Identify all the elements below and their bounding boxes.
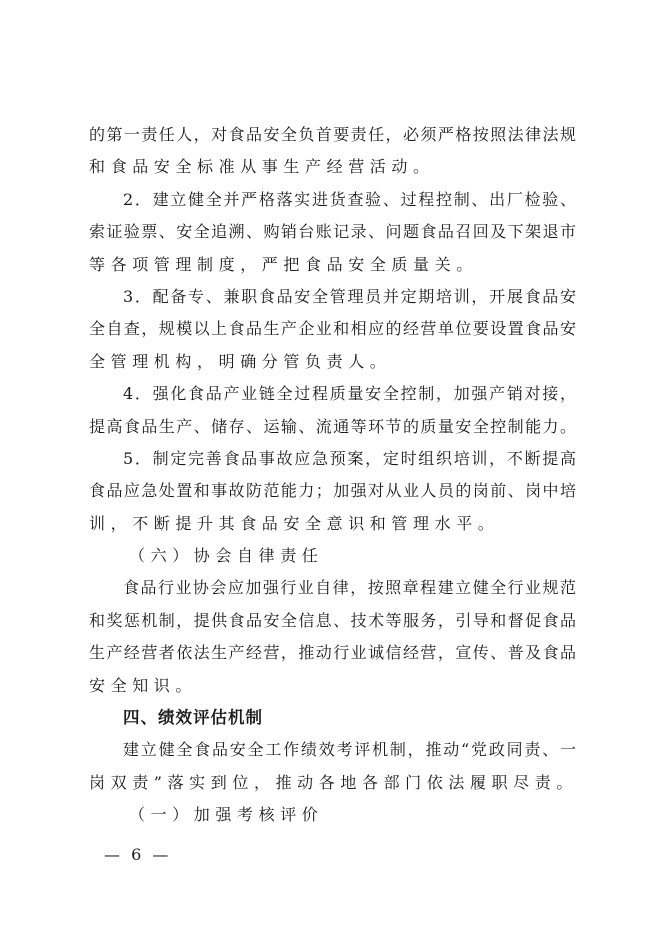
document-body (89, 119, 576, 832)
text-line: 安全知识。 (89, 675, 198, 695)
text-line: 全管理机构，明确分管负责人。 (89, 351, 392, 371)
text-line: 和奖惩机制，提供食品安全信息、技术等服务，引导和督促食品 (89, 610, 576, 630)
text-line: 2．建立健全并严格落实进货查验、过程控制、出厂检验、 (123, 189, 576, 209)
text-line: 建立健全食品安全工作绩效考评机制，推动“党政同责、一 (123, 740, 576, 760)
text-line: 全自查，规模以上食品生产企业和相应的经营单位要设置食品安 (89, 319, 576, 339)
section-heading: 四、绩效评估机制 (123, 708, 263, 728)
text-line: 等各项管理制度，严把食品安全质量关。 (89, 254, 478, 274)
text-line: 4．强化食品产业链全过程质量安全控制，加强产销对接， (123, 384, 576, 404)
text-line: 训，不断提升其食品安全意识和管理水平。 (89, 513, 500, 533)
text-line: 食品行业协会应加强行业自律，按照章程建立健全行业规范 (123, 578, 576, 598)
text-line: 5．制定完善食品事故应急预案，定时组织培训，不断提高 (123, 448, 576, 468)
subsection-heading: （六）协会自律责任 (129, 546, 324, 566)
text-line: 3．配备专、兼职食品安全管理员并定期培训，开展食品安 (123, 286, 576, 306)
text-line: 岗双责”落实到位，推动各地各部门依法履职尽责。 (89, 772, 578, 792)
text-line: 索证验票、安全追溯、购销台账记录、问题食品召回及下架退市 (89, 222, 576, 242)
text-line: 的第一责任人，对食品安全负首要责任，必须严格按照法律法规 (89, 125, 576, 144)
text-line: 提高食品生产、储存、运输、流通等环节的质量安全控制能力。 (89, 416, 576, 436)
text-line: 生产经营者依法生产经营，推动行业诚信经营，宣传、普及食品 (89, 643, 576, 663)
page-number: — 6 — (104, 845, 172, 864)
subsection-heading: （一）加强考核评价 (129, 805, 324, 825)
text-line: 食品应急处置和事故防范能力；加强对从业人员的岗前、岗中培 (89, 481, 576, 501)
text-line: 和食品安全标准从事生产经营活动。 (89, 157, 435, 177)
